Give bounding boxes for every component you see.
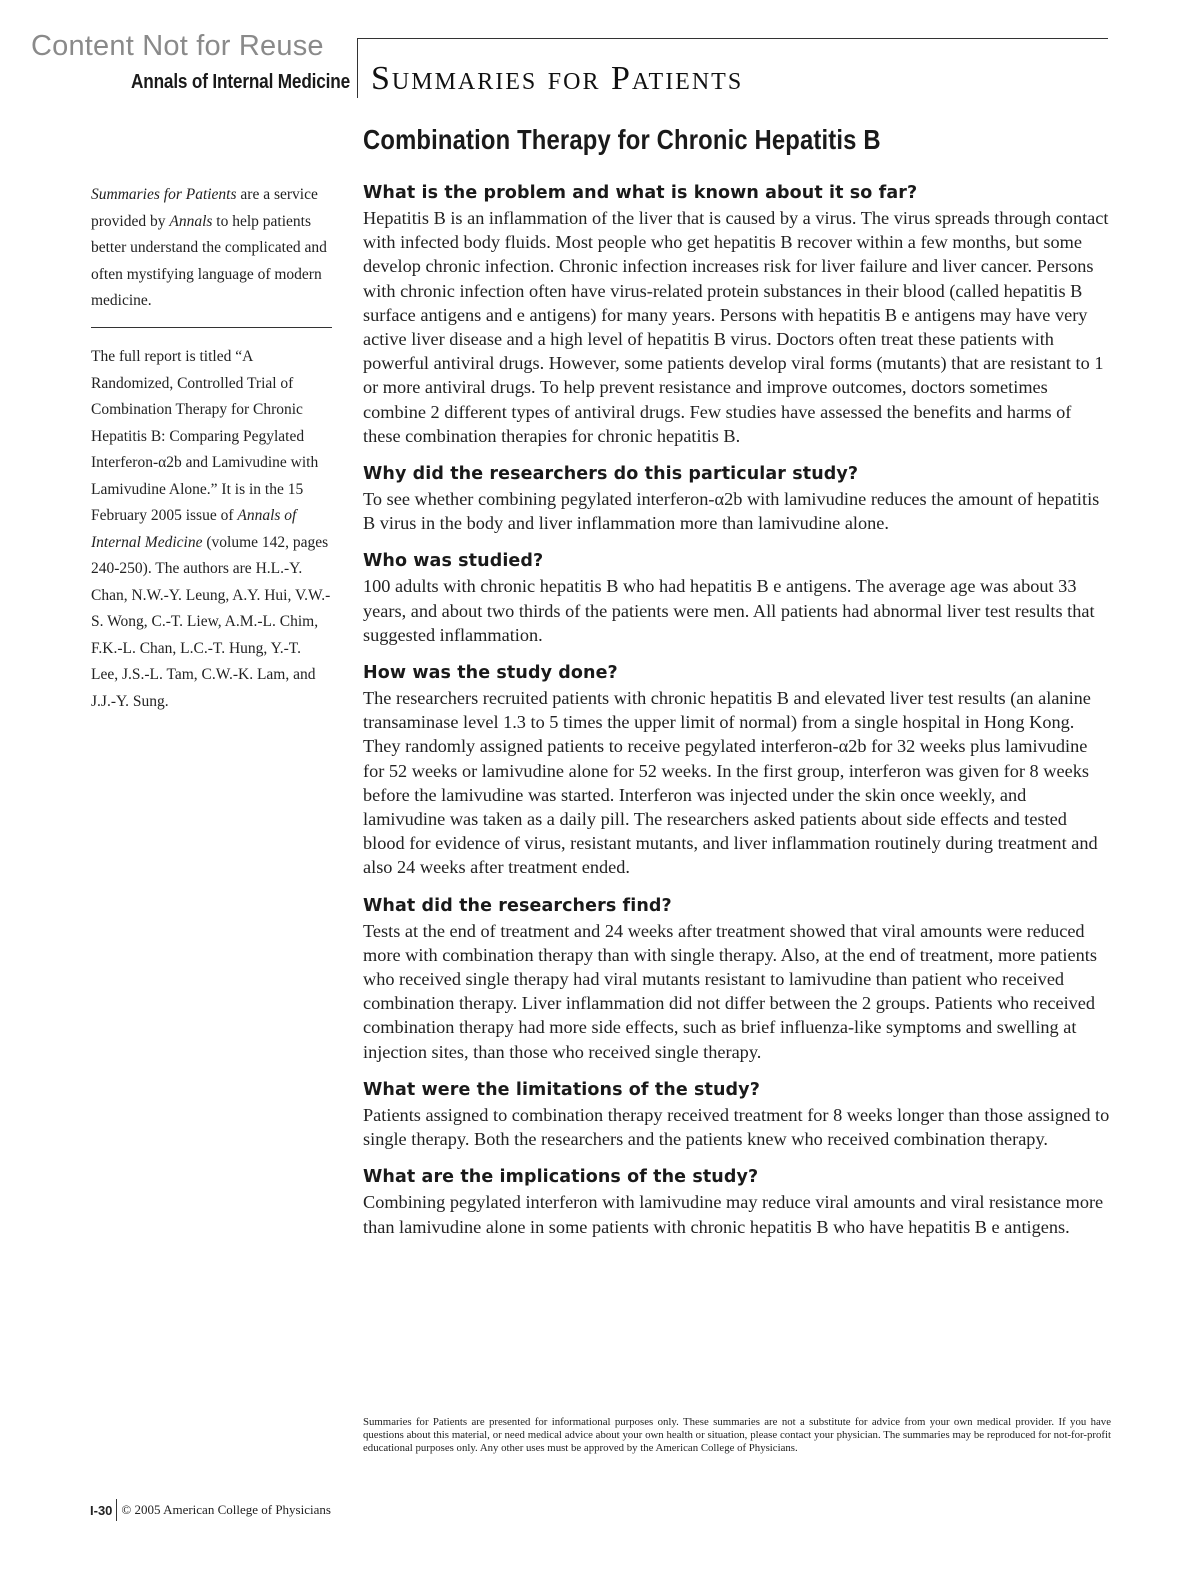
section-findings bbox=[363, 893, 1111, 1064]
section-implications bbox=[363, 1164, 1111, 1238]
section-heading: What are the implications of the study? bbox=[363, 1167, 759, 1188]
section-heading: What were the limitations of the study? bbox=[363, 1079, 760, 1100]
sidebar-intro-end: to help patients better understand the complicated and often mystifying language of modern medicine. bbox=[91, 212, 327, 309]
section-body: To see whether combining pegylated interferon-α2b with lamivudine reduces the amount of hepatitis B virus in the body and liver inflammation more than lamivudine alone. bbox=[363, 489, 1100, 534]
sidebar-report-start: The full report is titled “A Randomized, Controlled Trial of Combination Therapy for Chronic Hepatitis B: Comparing Pegylated Interferon-α2b and Lamivudine with Lamivudine Alone.” It is in the 15 February 2005 issue of bbox=[91, 348, 319, 524]
header-rule bbox=[357, 38, 1108, 39]
section-body: Hepatitis B is an inflammation of the liver that is caused by a virus. The virus spreads through contact with infected body fluids. Most people who get hepatitis B recover within a few months, but some develop chronic infection. Chronic infection increases risk for liver failure and liver cancer. Persons with chronic infection often have virus-related protein substances in their blood (called hepatitis B surface antigens and e antigens) for many years. Persons with hepatitis B e antigens may have very active liver disease and a high level of hepatitis B virus. Doctors often treat these patients with powerful antiviral drugs. However, some patients develop viral forms (mutants) that are resistant to 1 or more antiviral drugs. To help prevent resistance and improve outcomes, doctors sometimes combine 2 different types of antiviral drugs. Few studies have assessed the benefits and harms of these combination therapies for chronic hepatitis B. bbox=[363, 208, 1109, 446]
section-body: Patients assigned to combination therapy received treatment for 8 weeks longer than those assigned to single therapy. Both the researchers and the patients knew who received combination therapy. bbox=[363, 1104, 1110, 1150]
sidebar-report-citation bbox=[91, 344, 331, 715]
copyright: © 2005 American College of Physicians bbox=[121, 1502, 331, 1517]
section-body: 100 adults with chronic hepatitis B who had hepatitis B e antigens. The average age was about 33 years, and about two thirds of the patients were men. All patients had abnormal liver test results that suggested inflammation. bbox=[363, 576, 1095, 645]
section-how bbox=[363, 660, 1111, 880]
section-limitations bbox=[363, 1077, 1111, 1151]
section-why bbox=[363, 461, 1111, 535]
section-title: Summaries for Patients bbox=[371, 60, 744, 97]
section-heading: What is the problem and what is known about it so far? bbox=[363, 183, 918, 203]
section-heading: Who was studied? bbox=[363, 551, 544, 572]
article-title: Combination Therapy for Chronic Hepatitis B bbox=[363, 124, 881, 155]
section-heading: What did the researchers find? bbox=[363, 895, 672, 916]
section-body: Combining pegylated interferon with lamivudine may reduce viral amounts and viral resistance more than lamivudine alone in some patients with chronic hepatitis B who have hepatitis B e antigens. bbox=[363, 1192, 1104, 1237]
header-divider bbox=[357, 38, 358, 98]
page-footer bbox=[90, 1498, 331, 1522]
sidebar-divider bbox=[91, 327, 332, 328]
journal-name: Annals of Internal Medicine bbox=[131, 71, 350, 93]
section-who bbox=[363, 548, 1111, 647]
sidebar-intro-italic: Summaries for Patients bbox=[91, 186, 237, 203]
main-content bbox=[363, 180, 1111, 1252]
watermark: Content Not for Reuse bbox=[31, 30, 324, 62]
section-problem bbox=[363, 180, 1111, 448]
section-heading: How was the study done? bbox=[363, 663, 618, 684]
sidebar-intro bbox=[91, 182, 331, 315]
disclaimer: Summaries for Patients are presented for informational purposes only. These summaries are not a substitute for advice from your own medical provider. If you have questions about this material, or need medical advice about your own health or situation, please contact your physician. The summaries may be reproduced for not-for-profit educational purposes only. Any other uses must be approved by the American College of Physicians. bbox=[363, 1416, 1111, 1454]
sidebar-report-end: (volume 142, pages 240-250). The authors are H.L.-Y. Chan, N.W.-Y. Leung, A.Y. Hui, V.W.-S. Wong, C.-T. Liew, A.M.-L. Chim, F.K.-L. Chan, L.C.-T. Hung, Y.-T. Lee, J.S.-L. Tam, C.W.-K. Lam, and J.J.-Y. Sung. bbox=[91, 533, 331, 710]
sidebar-intro-mid: are a service provided by bbox=[91, 186, 318, 230]
sidebar-intro-annals: Annals bbox=[169, 212, 213, 230]
section-body: Tests at the end of treatment and 24 weeks after treatment showed that viral amounts were reduced more with combination therapy than with single therapy. Also, at the end of treatment, more patients who received single therapy had viral mutants resistant to lamivudine than patient who received combination therapy. Liver inflammation did not differ between the 2 groups. Patients who received combination therapy had more side effects, such as brief influenza-like symptoms and swelling at injection sites, than those who received single therapy. bbox=[363, 920, 1097, 1062]
sidebar-report-journal: Annals of Internal Medicine bbox=[91, 507, 297, 551]
section-heading: Why did the researchers do this particular study? bbox=[363, 464, 859, 485]
footer-divider bbox=[116, 1499, 117, 1521]
page-number: I-30 bbox=[90, 1502, 113, 1518]
section-body: The researchers recruited patients with chronic hepatitis B and elevated liver test results (an alanine transaminase level 1.3 to 5 times the upper limit of normal) from a single hospital in Hong Kong. They randomly assigned patients to receive pegylated interferon-α2b for 32 weeks plus lamivudine for 52 weeks or lamivudine alone for 52 weeks. In the first group, interferon was given for 8 weeks before the lamivudine was started. Interferon was injected under the skin once weekly, and lamivudine was taken as a daily pill. The researchers asked patients about side effects and tested blood for evidence of virus, resistant mutants, and liver inflammation routinely during treatment and also 24 weeks after treatment ended. bbox=[363, 688, 1098, 878]
